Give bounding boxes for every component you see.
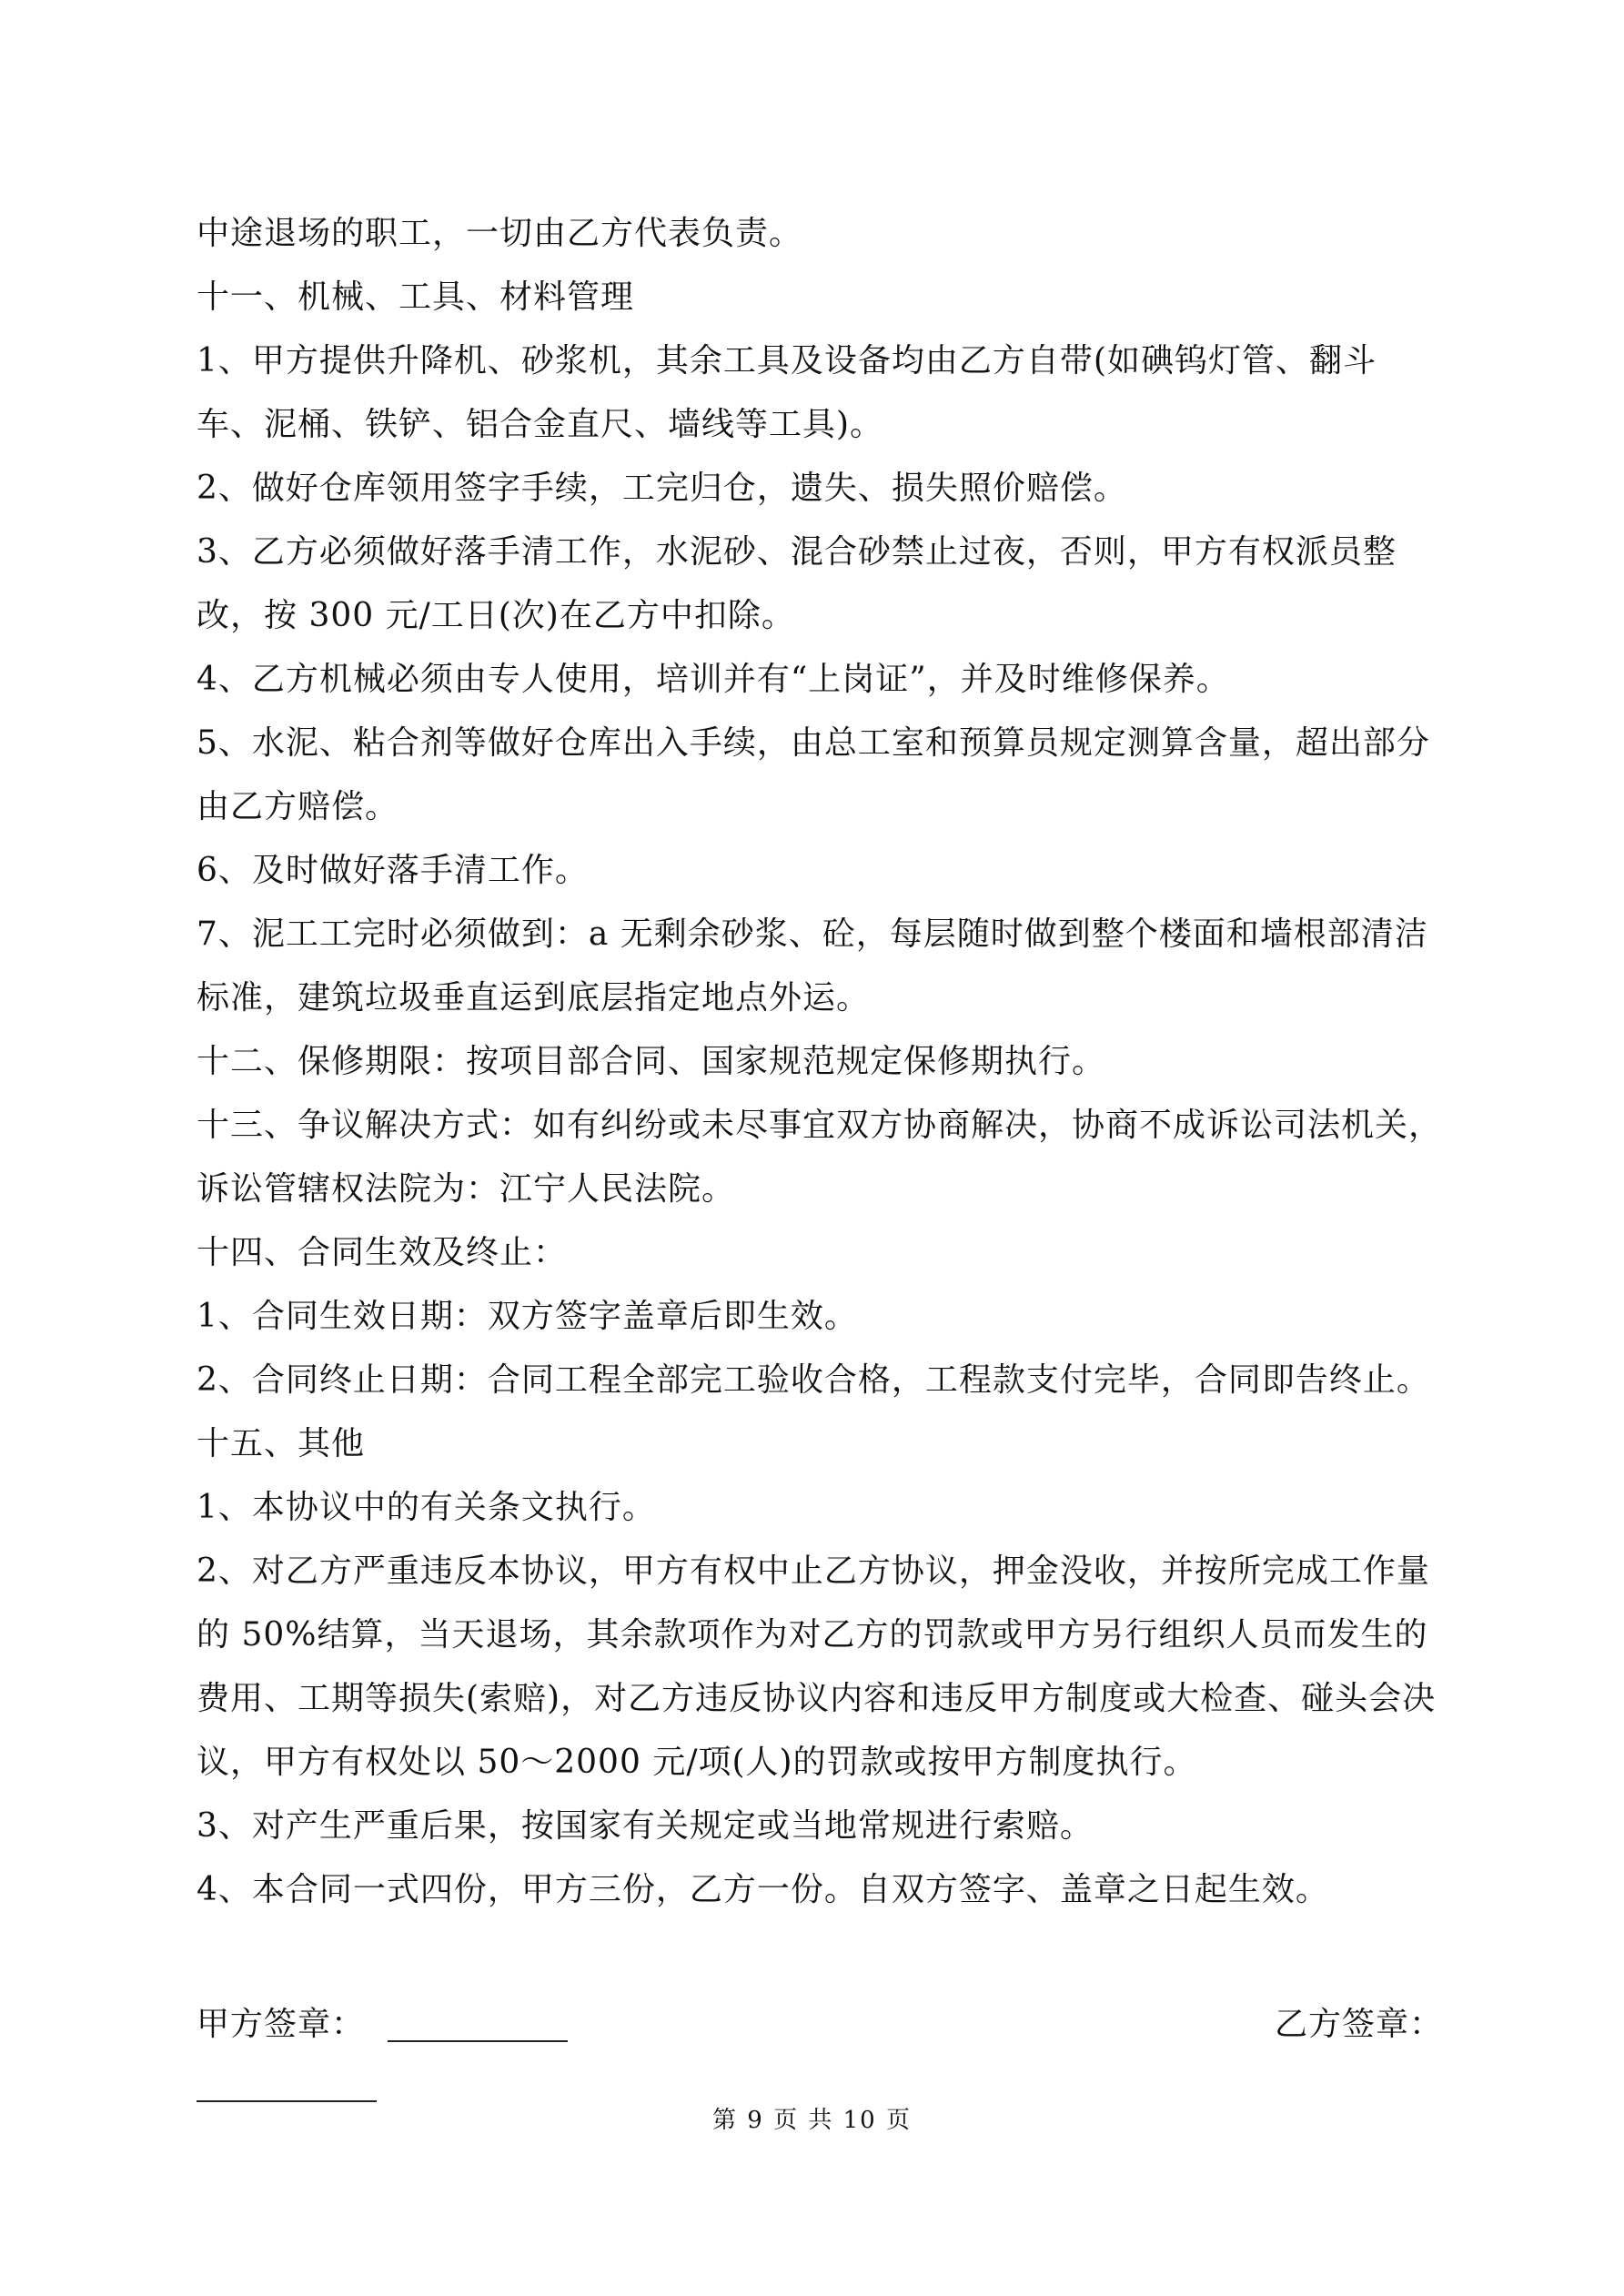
party-a-signature-line — [388, 2040, 568, 2042]
section-heading: 十二、保修期限：按项目部合同、国家规范规定保修期执行。 — [197, 1043, 1106, 1080]
paragraph: 7、泥工工完时必须做到：a 无剩余砂浆、砼，每层随时做到整个楼面和墙根部清洁标准，建筑垃圾垂直运到底层指定地点外运。 — [197, 915, 1428, 1017]
section-heading: 十五、其他 — [197, 1425, 366, 1462]
paragraph: 2、做好仓库领用签字手续，工完归仓，遗失、损失照价赔偿。 — [197, 470, 1127, 507]
paragraph: 2、合同终止日期：合同工程全部完工验收合格，工程款支付完毕，合同即告终止。 — [197, 1361, 1430, 1399]
section-heading: 十四、合同生效及终止： — [197, 1234, 568, 1271]
paragraph: 3、乙方必须做好落手清工作，水泥砂、混合砂禁止过夜，否则，甲方有权派员整改，按 300 元/工日(次)在乙方中扣除。 — [197, 533, 1397, 634]
paragraph: 2、对乙方严重违反本协议，甲方有权中止乙方协议，押金没收，并按所完成工作量的 50%结算，当天退场，其余款项作为对乙方的罚款或甲方另行组织人员而发生的费用、工期等损失(索赔)，对乙方违反协议内容和违反甲方制度或大检查、碰头会决议，甲方有权处以 50～2000 元/项(人)的罚款或按甲方制度执行。 — [197, 1553, 1437, 1781]
section-heading: 十一、机械、工具、材料管理 — [197, 278, 635, 316]
paragraph: 1、合同生效日期：双方签字盖章后即生效。 — [197, 1298, 858, 1335]
paragraph: 中途退场的职工，一切由乙方代表负责。 — [197, 215, 803, 252]
paragraph: 1、甲方提供升降机、砂浆机，其余工具及设备均由乙方自带(如碘钨灯管、翻斗车、泥桶、铁铲、铝合金直尺、墙线等工具)。 — [197, 342, 1377, 443]
paragraph: 6、及时做好落手清工作。 — [197, 852, 589, 889]
paragraph: 4、乙方机械必须由专人使用，培训并有“上岗证”，并及时维修保养。 — [197, 661, 1230, 698]
paragraph: 1、本协议中的有关条文执行。 — [197, 1489, 656, 1526]
document-body — [197, 202, 1443, 1922]
paragraph: 4、本合同一式四份，甲方三份，乙方一份。自双方签字、盖章之日起生效。 — [197, 1871, 1329, 1908]
section-heading: 十三、争议解决方式：如有纠纷或未尽事宜双方协商解决，协商不成诉讼司法机关，诉讼管辖权法院为：江宁人民法院。 — [197, 1107, 1443, 1208]
party-b-signature-label: 乙方签章： — [1274, 2006, 1443, 2043]
party-a-signature-label: 甲方签章： — [197, 2006, 366, 2043]
paragraph: 3、对产生严重后果，按国家有关规定或当地常规进行索赔。 — [197, 1807, 1094, 1845]
paragraph: 5、水泥、粘合剂等做好仓库出入手续，由总工室和预算员规定测算含量，超出部分由乙方赔偿。 — [197, 724, 1430, 825]
page-number: 第 9 页 共 10 页 — [712, 2107, 912, 2134]
signature-row — [197, 1993, 1443, 2057]
